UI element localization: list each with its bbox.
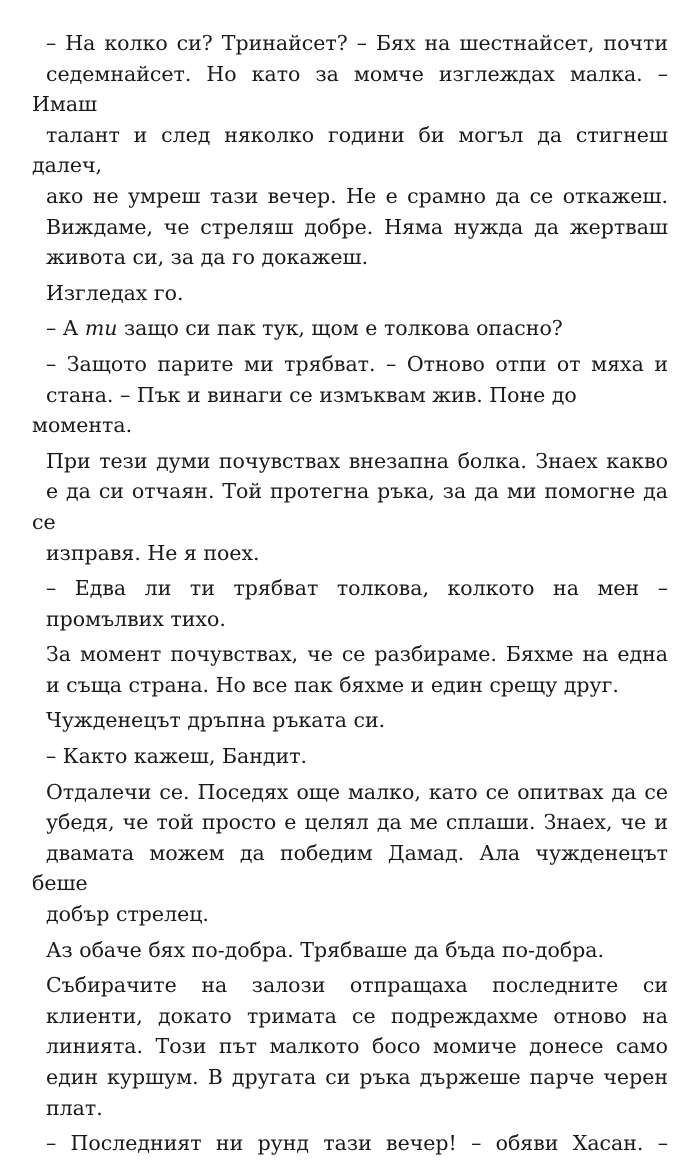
text-suffix: защо си пак тук, щом е толкова опасно? [117,316,563,341]
text-line: един куршум. В другата си ръка държеше парче черен [46,1065,668,1089]
text-prefix: – А [46,316,85,341]
text-line: е да си отчаян. Той протегна ръка, за да ми помогне да се [32,479,668,534]
paragraph-3 [32,313,668,344]
paragraph-4 [32,349,668,441]
text-line: талант и след няколко години би могъл да стигнеш далеч, [32,122,668,178]
text-line: Изгледах го. [46,280,184,305]
paragraph-5 [32,446,668,568]
text-line: Събирачите на залози отпращаха последните си [46,973,668,998]
text-line: стана. – Пък и винаги се измъквам жив. Поне до момента. [32,382,577,438]
text-line: промълвих тихо. [46,606,226,631]
text-line: – Както кажеш, Бандит. [46,744,308,769]
text-line: За момент почувствах, че се разбираме. Бяхме на една [46,642,668,667]
paragraph-6 [32,573,668,634]
text-line: – На колко си? Тринайсет? – Бях на шестнайсет, почти [46,31,668,55]
text-line: Чужденецът дръпна ръката си. [46,708,386,733]
text-line: живота си, за да го докажеш. [46,245,369,270]
text-line: и съща страна. Но все пак бяхме и един срещу друг. [46,672,619,697]
paragraph-11 [32,935,668,966]
paragraph-12 [32,970,668,1123]
text-line: линията. Този път малкото босо момиче донесе само [46,1034,668,1059]
text-line: плат. [46,1095,103,1120]
paragraph-1 [32,28,668,273]
text-line: При тези думи почувствах внезапна болка. Знаех какво [46,448,668,473]
emphasis-word: ти [84,316,118,341]
paragraph-9 [32,741,668,772]
text-line: изправя. Не я поех. [46,540,260,565]
text-line: – Последният ни рунд тази вечер! – обяви Хасан. – [46,1131,668,1156]
text-line [32,313,668,344]
text-line: двамата можем да победим Дамад. Ала чужденецът беше [32,840,668,896]
text-line: – Защото парите ми трябват. – Отново отпи от мяха и [46,351,668,376]
paragraph-2 [32,278,668,309]
paragraph-7 [32,639,668,700]
paragraph-10 [32,777,668,930]
paragraph-8 [32,705,668,736]
text-line: ако не умреш тази вечер. Не е срамно да се откажеш. [46,183,668,208]
text-line: Виждаме, че стреляш добре. Няма нужда да жертваш [46,214,668,239]
text-line: – Едва ли ти трябват толкова, колкото на мен – [46,576,668,601]
text-line: клиенти, докато тримата се подреждахме отново на [46,1003,668,1028]
text-line: Отдалечи се. Поседях още малко, като се опитвах да се [46,779,668,804]
text-line: добър стрелец. [46,902,209,927]
text-line: Аз обаче бях по-добра. Трябваше да бъда по-добра. [46,937,605,962]
book-page [32,28,668,1164]
paragraph-13 [32,1128,668,1159]
text-line: убедя, че той просто е целял да ме сплаши. Знаех, че и [46,810,668,835]
text-line: седемнайсет. Но като за момче изглеждах малка. – Имаш [32,61,668,117]
